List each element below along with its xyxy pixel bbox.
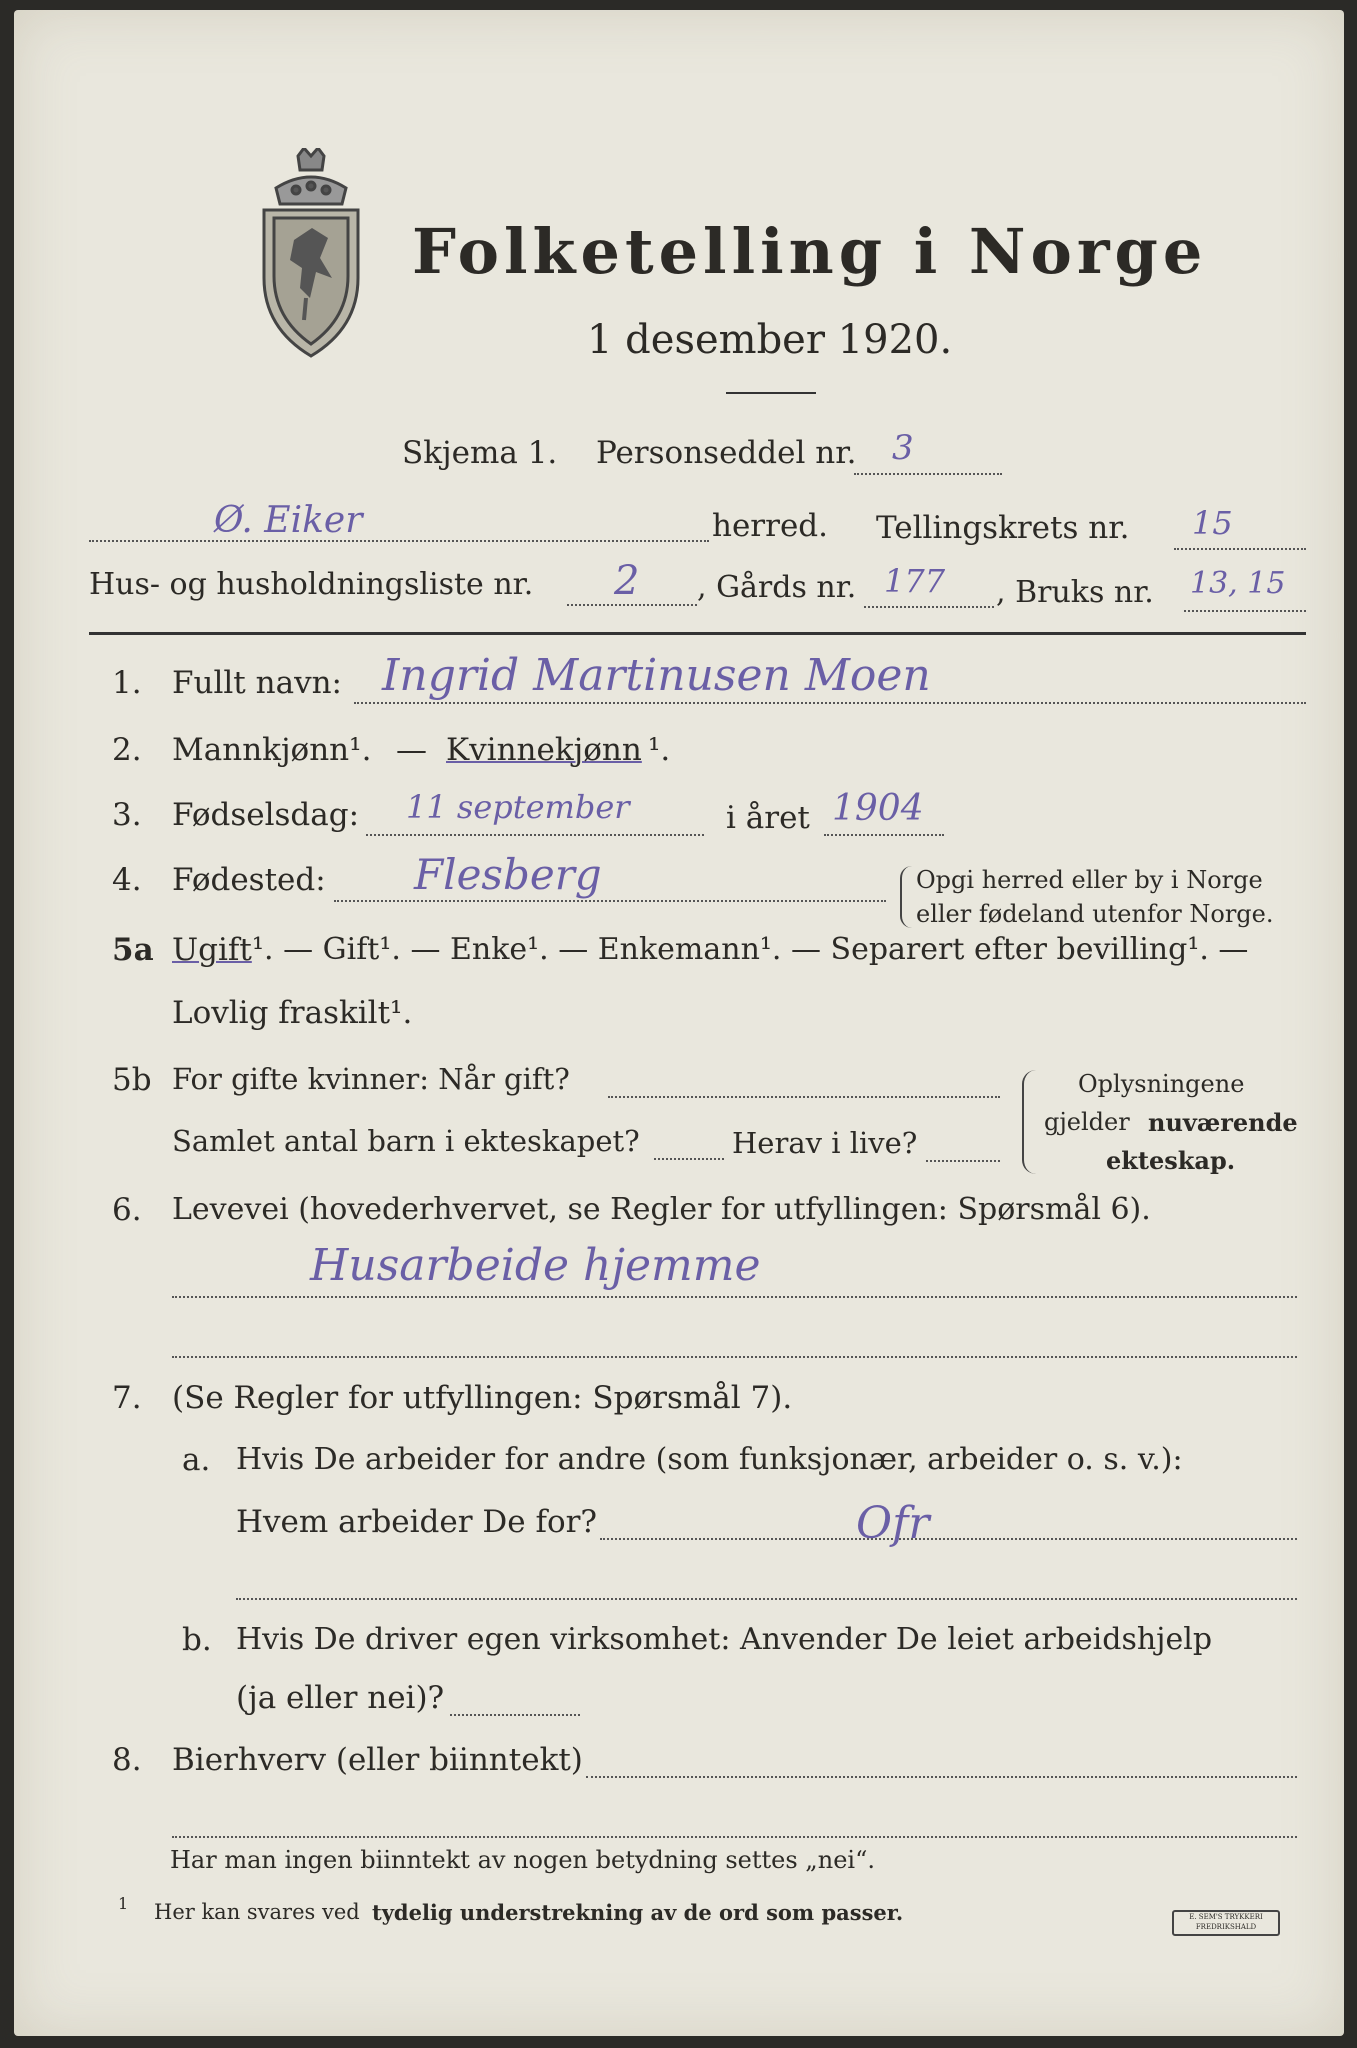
bruks-label: , Bruks nr. <box>996 575 1154 610</box>
q2-number: 2. <box>112 732 142 768</box>
gards-label: , Gårds nr. <box>697 570 857 605</box>
side-income-note: Har man ingen biinntekt av nogen betydning settes „nei“. <box>170 1846 875 1874</box>
q7b-line2: (ja eller nei)? <box>236 1680 445 1716</box>
schema-label: Skjema 1. <box>402 435 558 471</box>
divorced-option[interactable]: Lovlig fraskilt¹. <box>172 995 413 1031</box>
personseddel-label: Personseddel nr. <box>596 435 857 471</box>
birthday-value: 11 september <box>406 788 630 826</box>
gards-field[interactable] <box>864 606 994 608</box>
male-option[interactable]: Mannkjønn¹. <box>172 732 372 768</box>
side-income-field[interactable] <box>586 1776 1297 1778</box>
children-total-label: Samlet antal barn i ekteskapet? <box>172 1124 640 1158</box>
q6-label: Levevei (hovederhvervet, se Regler for utfyllingen: Spørsmål 6). <box>172 1192 1151 1227</box>
marriage-note-1: Oplysningene <box>1078 1070 1245 1098</box>
q7b-line1: Hvis De driver egen virksomhet: Anvender De leiet arbeidshjelp <box>236 1622 1213 1657</box>
side-income-field-2[interactable] <box>172 1836 1297 1838</box>
personseddel-field[interactable] <box>854 473 1002 475</box>
occupation-value: Husarbeide hjemme <box>310 1240 761 1291</box>
tellingskrets-value: 15 <box>1192 504 1233 542</box>
birthday-field[interactable] <box>366 834 704 836</box>
employer-value: Ofr <box>856 1498 930 1549</box>
occupation-field-2[interactable] <box>172 1356 1297 1358</box>
q1-number: 1. <box>112 665 142 701</box>
children-alive-label: Herav i live? <box>732 1126 918 1160</box>
header-divider <box>89 632 1306 635</box>
q5a-number: 5a <box>112 932 154 968</box>
married-when-label: For gifte kvinner: Når gift? <box>172 1062 570 1096</box>
q7-number: 7. <box>112 1380 142 1416</box>
q4-number: 4. <box>112 862 142 898</box>
children-total-field[interactable] <box>654 1158 724 1160</box>
q3-label: Fødselsdag: <box>172 797 360 833</box>
marriage-note-bracket <box>1022 1070 1036 1174</box>
female-option[interactable]: Kvinnekjønn <box>446 732 642 768</box>
printer-stamp <box>1172 1910 1280 1936</box>
census-form-page <box>14 10 1344 2036</box>
hus-label: Hus- og husholdningsliste nr. <box>89 567 534 602</box>
personseddel-value: 3 <box>892 428 914 468</box>
herred-field[interactable] <box>89 540 709 542</box>
q8-number: 8. <box>112 1742 142 1778</box>
q7a-letter: a. <box>182 1442 211 1478</box>
q5b-number: 5b <box>112 1062 152 1098</box>
birthplace-note-1: Opgi herred eller by i Norge <box>916 866 1263 894</box>
marriage-note-2a: gjelder <box>1044 1108 1130 1136</box>
q8-label: Bierhverv (eller biinntekt) <box>172 1742 583 1778</box>
q7a-line1: Hvis De arbeider for andre (som funksjonær, arbeider o. s. v.): <box>236 1442 1183 1477</box>
birthplace-note-bracket <box>900 866 912 928</box>
marriage-note-3: ekteskap. <box>1106 1146 1236 1175</box>
herred-label: herred. <box>712 508 828 544</box>
unmarried-option[interactable]: Ugift <box>172 932 252 968</box>
bruks-value: 13, 15 <box>1190 566 1286 601</box>
employer-field-2[interactable] <box>236 1598 1297 1600</box>
census-date: 1 desember 1920. <box>587 317 953 363</box>
norwegian-coat-of-arms-icon <box>246 148 376 360</box>
printer-stamp-line1: E. SEM'S TRYKKERI <box>1189 1913 1263 1921</box>
full-name-value: Ingrid Martinusen Moen <box>382 650 931 701</box>
footnote-text-a: Her kan svares ved <box>154 1900 360 1924</box>
title-divider <box>726 392 816 394</box>
hus-field[interactable] <box>567 604 697 606</box>
herred-value: Ø. Eiker <box>214 500 363 541</box>
birthplace-value: Flesberg <box>414 850 602 899</box>
employer-field[interactable] <box>600 1538 1297 1540</box>
q3-number: 3. <box>112 797 142 833</box>
marriage-note-2b: nuværende <box>1148 1108 1298 1137</box>
q1-label: Fullt navn: <box>172 665 342 701</box>
birthplace-note-2: eller fødeland utenfor Norge. <box>916 900 1274 928</box>
birth-year-label: i året <box>726 800 810 836</box>
employer-label: Hvem arbeider De for? <box>236 1504 598 1540</box>
gards-value: 177 <box>884 562 946 600</box>
marital-options[interactable]: ¹. — Gift¹. — Enke¹. — Enkemann¹. — Separert efter bevilling¹. — <box>252 932 1249 967</box>
q7-label: (Se Regler for utfyllingen: Spørsmål 7). <box>172 1380 793 1416</box>
bruks-field[interactable] <box>1184 610 1306 612</box>
married-when-field[interactable] <box>608 1096 1000 1098</box>
birth-year-value: 1904 <box>832 788 924 829</box>
hired-help-field[interactable] <box>450 1714 580 1716</box>
tellingskrets-field[interactable] <box>1174 548 1306 550</box>
gender-dash: — <box>396 732 427 768</box>
children-alive-field[interactable] <box>926 1160 1000 1162</box>
q4-label: Fødested: <box>172 862 326 898</box>
printer-stamp-line2: FREDRIKSHALD <box>1195 1923 1257 1931</box>
form-title: Folketelling i Norge <box>412 215 1208 288</box>
occupation-field[interactable] <box>172 1296 1297 1298</box>
hus-value: 2 <box>614 558 640 604</box>
full-name-field[interactable] <box>354 702 1306 704</box>
q7b-letter: b. <box>182 1622 212 1658</box>
female-option-sup: ¹. <box>648 732 671 768</box>
footnote-text-b: tydelig understrekning av de ord som passer. <box>372 1900 904 1925</box>
birthplace-field[interactable] <box>334 900 886 902</box>
birth-year-field[interactable] <box>824 834 944 836</box>
footnote-mark: 1 <box>118 1894 129 1913</box>
tellingskrets-label: Tellingskrets nr. <box>876 510 1130 546</box>
q6-number: 6. <box>112 1192 142 1228</box>
